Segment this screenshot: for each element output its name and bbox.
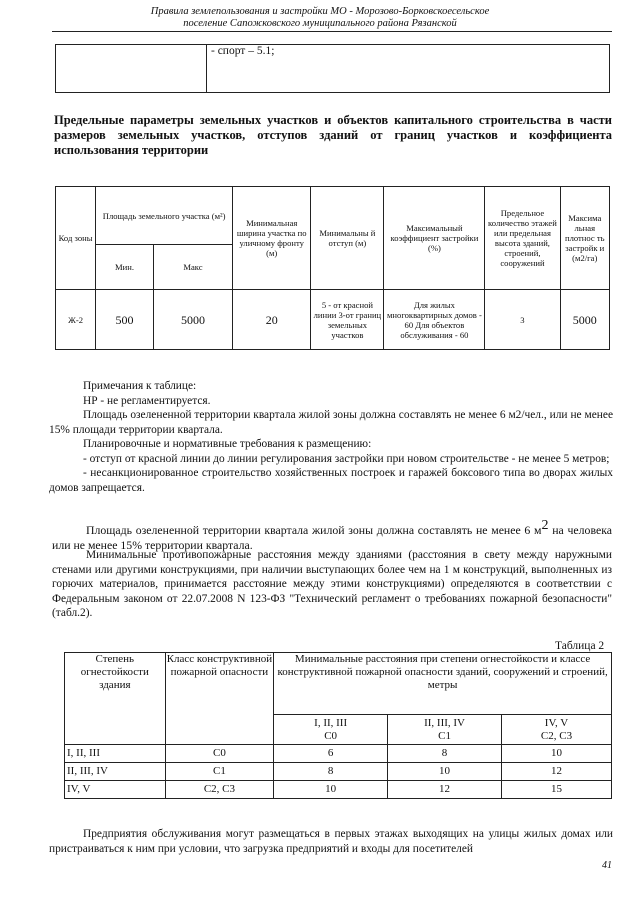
cell-area-max: 5000 bbox=[153, 290, 232, 350]
th-area-max: Макс bbox=[153, 245, 232, 290]
th-fire-class: Класс конструктивной пожарной опасности bbox=[165, 653, 274, 745]
th-fire-degree: Степень огнестойкости здания bbox=[65, 653, 166, 745]
note-nr: НР - не регламентируется. bbox=[83, 394, 211, 407]
row-value: 15 bbox=[502, 781, 612, 799]
fire-distance-table bbox=[64, 652, 612, 799]
row-class: C2, C3 bbox=[165, 781, 274, 799]
row-value: 8 bbox=[388, 745, 502, 763]
header-rule bbox=[52, 31, 612, 32]
params-table bbox=[55, 186, 610, 350]
running-header-line2: поселение Сапожковского муниципального района Рязанской bbox=[183, 18, 457, 29]
row-value: 12 bbox=[502, 763, 612, 781]
row-value: 6 bbox=[274, 745, 388, 763]
bottom-paragraph bbox=[49, 827, 613, 856]
note-green-area: Площадь озелененной территории квартала жилой зоны должна составлять не менее 6 м2/чел., или не менее 15% площади территории квартала. bbox=[49, 409, 613, 436]
cell-min-offset: 5 - от красной линии 3-от границ земельных участков bbox=[311, 290, 384, 350]
note-offset: - отступ от красной линии до линии регулирования застройки при новом строительстве - не менее 5 метров; bbox=[83, 452, 610, 465]
cell-max-coef: Для жилых многоквартирных домов - 60 Для объектов обслуживания - 60 bbox=[384, 290, 485, 350]
th-min-offset: Минимальны й отступ (м) bbox=[311, 187, 384, 290]
bottom-text: Предприятия обслуживания могут размещаться в первых этажах выходящих на улицы жилых домах или пристраиваться к ним при условии, что загрузка предприятий и входы для посетителей bbox=[49, 828, 613, 855]
row-value: 10 bbox=[274, 781, 388, 799]
th-area-min: Мин. bbox=[96, 245, 154, 290]
row-value: 10 bbox=[502, 745, 612, 763]
table-row bbox=[65, 745, 612, 763]
fire-distance-paragraph bbox=[52, 548, 612, 621]
cell-max-density: 5000 bbox=[560, 290, 609, 350]
cell-min-width: 20 bbox=[233, 290, 311, 350]
row-value: 12 bbox=[388, 781, 502, 799]
superscript-2: 2 bbox=[541, 518, 549, 533]
running-header-line1: Правила землепользования и застройки МО - Морозово-Борковскоесельское bbox=[150, 6, 490, 17]
note-heading: Примечания к таблице: bbox=[83, 380, 197, 392]
th-max-density: Максима льная плотнос ть застройк и (м2/га) bbox=[560, 187, 609, 290]
row-degree: IV, V bbox=[65, 781, 166, 799]
green-area-text: Площадь озелененной территории квартала жилой зоны должна составлять не менее 6 м bbox=[86, 522, 542, 537]
fire-distance-text: Минимальные противопожарные расстояния между зданиями (расстояния в свету между наружными стенами или другими конструкциями, при наличии выступающих более чем на 1 м конструкций, выполненных из горючих материалов, принимается расстояние между этими конструкциями) определяются в соответствии с Федеральным законом от 22.07.2008 N 123-ФЗ "Технический регламент о требованиях пожарной безопасности" (табл.2). bbox=[52, 549, 612, 619]
cell-area-min: 500 bbox=[96, 290, 154, 350]
notes-block bbox=[49, 379, 613, 495]
continuation-table bbox=[55, 44, 610, 93]
cell-code: Ж-2 bbox=[56, 290, 96, 350]
continuation-empty-cell bbox=[56, 45, 207, 93]
table-row bbox=[65, 781, 612, 799]
th-sub-2: II, III, IV C1 bbox=[388, 715, 502, 745]
th-min-width: Минимальная ширина участка по уличному фронту (м) bbox=[233, 187, 311, 290]
row-value: 8 bbox=[274, 763, 388, 781]
row-class: C1 bbox=[165, 763, 274, 781]
th-area: Площадь земельного участка (м²) bbox=[96, 187, 233, 245]
th-max-floors: Предельное количество этажей или предельная высота зданий, строений, сооружений bbox=[485, 187, 560, 290]
th-min-distances: Минимальные расстояния при степени огнестойкости и классе конструктивной пожарной опасности зданий, сооружений и строений, метры bbox=[274, 653, 612, 715]
green-area-text-tail: на человека или не менее 15% территории квартала. bbox=[52, 522, 612, 552]
note-garages: - несанкционированное строительство хозяйственных построек и гаражей боксового типа во дворах жилых домов запрещается. bbox=[49, 467, 613, 494]
continuation-cell: - спорт – 5.1; bbox=[207, 45, 610, 93]
row-value: 10 bbox=[388, 763, 502, 781]
page-number: 41 bbox=[602, 860, 612, 871]
row-degree: I, II, III bbox=[65, 745, 166, 763]
cell-max-floors: 3 bbox=[485, 290, 560, 350]
th-max-coef: Максимальный коэффициент застройки (%) bbox=[384, 187, 485, 290]
th-sub-3: IV, V C2, C3 bbox=[502, 715, 612, 745]
note-requirements: Планировочные и нормативные требования к размещению: bbox=[83, 438, 372, 450]
row-degree: II, III, IV bbox=[65, 763, 166, 781]
section-title: Предельные параметры земельных участков и объектов капитального строительства в части размеров земельных участков, отступов зданий от границ участков и коэффициента использования территории bbox=[54, 113, 612, 157]
row-class: C0 bbox=[165, 745, 274, 763]
th-code: Код зоны bbox=[56, 187, 96, 290]
th-sub-1: I, II, III C0 bbox=[274, 715, 388, 745]
table-row bbox=[65, 763, 612, 781]
table2-caption: Таблица 2 bbox=[555, 640, 605, 652]
